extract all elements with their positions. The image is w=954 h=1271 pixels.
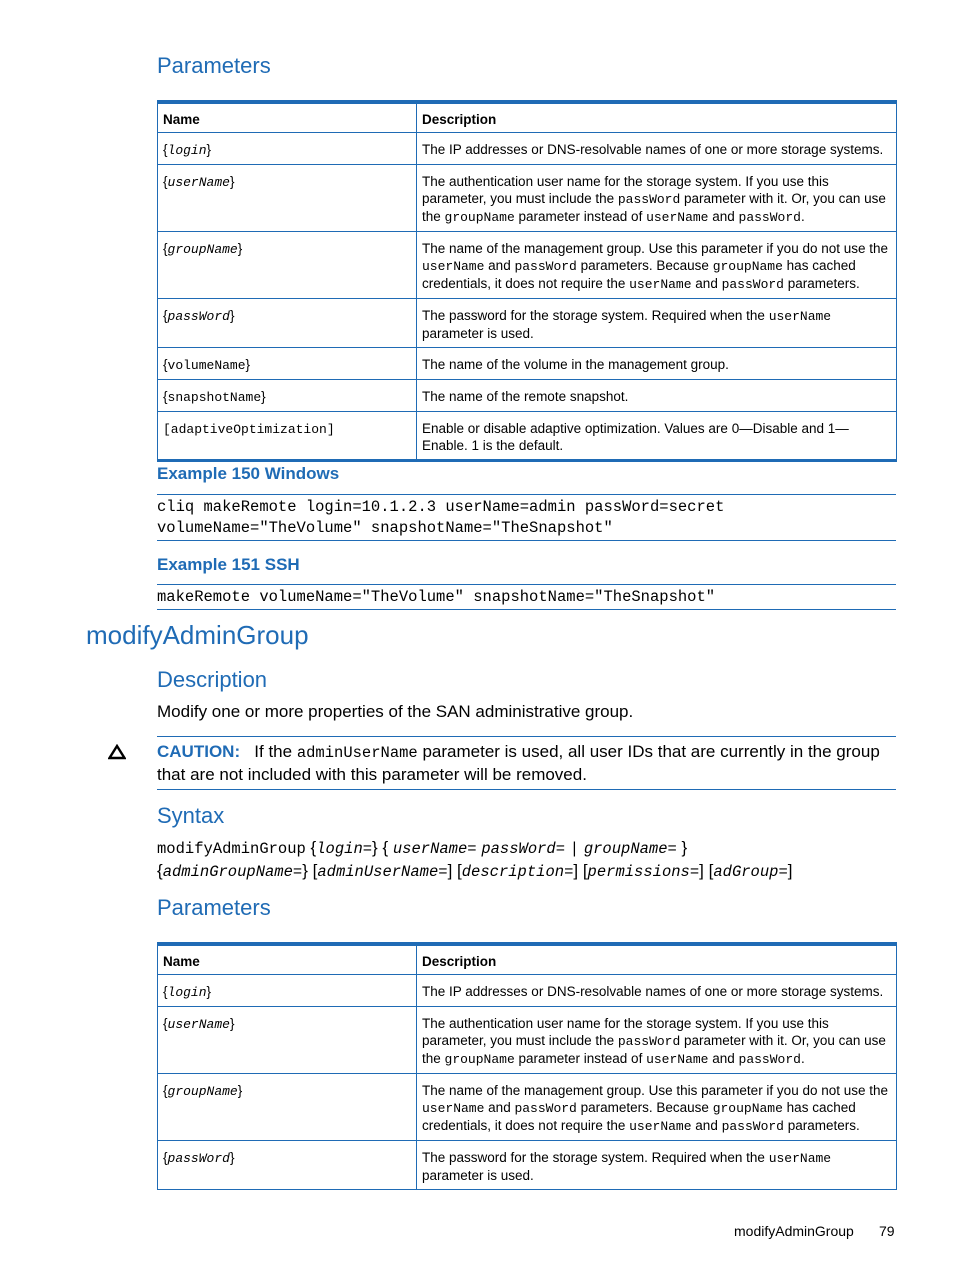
param-description: The authentication user name for the storage system. If you use this parameter, you must include the passWord parameter with it. Or, you can use the groupName parameter instead of userName and passWord. bbox=[417, 1007, 897, 1074]
table-row bbox=[158, 165, 897, 232]
param-description: The IP addresses or DNS-resolvable names of one or more storage systems. bbox=[417, 975, 897, 1007]
table-row bbox=[158, 133, 897, 165]
caution-text: If the adminUserName parameter is used, all user IDs that are currently in the group that are not included with this parameter will be removed. bbox=[157, 742, 880, 784]
table-header-row bbox=[158, 102, 897, 133]
code-line: makeRemote volumeName="TheVolume" snapshotName="TheSnapshot" bbox=[157, 588, 716, 606]
example-151-code bbox=[157, 584, 896, 610]
table-row bbox=[158, 1141, 897, 1190]
caution-triangle-icon bbox=[108, 744, 126, 760]
param-name: {userName} bbox=[158, 1007, 417, 1074]
param-name: {volumeName} bbox=[158, 348, 417, 380]
syntax-line: {adminGroupName=} [adminUserName=] [description=] [permissions=] [adGroup=] bbox=[157, 861, 793, 881]
example-150-label: Example 150 Windows bbox=[157, 464, 340, 483]
command-title: modifyAdminGroup bbox=[86, 620, 309, 650]
page-number: 79 bbox=[879, 1223, 895, 1239]
param-name: {passWord} bbox=[158, 299, 417, 348]
table-row bbox=[158, 1074, 897, 1141]
code-line: cliq makeRemote login=10.1.2.3 userName=admin passWord=secret bbox=[157, 498, 725, 516]
caution-box bbox=[157, 736, 896, 790]
table-row bbox=[158, 380, 897, 412]
description-column-header: Description bbox=[417, 944, 897, 975]
param-description: The authentication user name for the storage system. If you use this parameter, you must include the passWord parameter with it. Or, you can use the groupName parameter instead of userName and passWord. bbox=[417, 165, 897, 232]
caution-label: CAUTION: bbox=[157, 742, 241, 761]
param-name: {snapshotName} bbox=[158, 380, 417, 412]
table-row bbox=[158, 975, 897, 1007]
parameters-heading-2: Parameters bbox=[157, 895, 271, 920]
param-description: The name of the management group. Use this parameter if you do not use the userName and passWord parameters. Because groupName has cached credentials, it does not require the userName and passWord parameters. bbox=[417, 232, 897, 299]
syntax-line: modifyAdminGroup {login=} { userName= passWord= | groupName= } bbox=[157, 838, 688, 858]
parameters-table-2 bbox=[157, 942, 897, 1190]
description-column-header: Description bbox=[417, 102, 897, 133]
table-row bbox=[158, 1007, 897, 1074]
footer-title: modifyAdminGroup bbox=[734, 1223, 854, 1239]
param-name: {login} bbox=[158, 133, 417, 165]
param-name: {userName} bbox=[158, 165, 417, 232]
param-description: The name of the management group. Use this parameter if you do not use the userName and passWord parameters. Because groupName has cached credentials, it does not require the userName and passWord parameters. bbox=[417, 1074, 897, 1141]
param-name: [adaptiveOptimization] bbox=[158, 412, 417, 461]
param-description: The password for the storage system. Required when the userName parameter is used. bbox=[417, 299, 897, 348]
param-name: {passWord} bbox=[158, 1141, 417, 1190]
code-line: volumeName="TheVolume" snapshotName="TheSnapshot" bbox=[157, 519, 613, 537]
param-description: Enable or disable adaptive optimization. Values are 0—Disable and 1—Enable. 1 is the default. bbox=[417, 412, 897, 461]
syntax-heading: Syntax bbox=[157, 803, 225, 828]
parameters-table bbox=[157, 100, 897, 462]
param-description: The name of the volume in the management group. bbox=[417, 348, 897, 380]
example-150-code bbox=[157, 494, 896, 541]
param-name: {groupName} bbox=[158, 232, 417, 299]
param-description: The name of the remote snapshot. bbox=[417, 380, 897, 412]
table-header-row bbox=[158, 944, 897, 975]
param-description: The password for the storage system. Required when the userName parameter is used. bbox=[417, 1141, 897, 1190]
example-151-label: Example 151 SSH bbox=[157, 555, 300, 574]
name-column-header: Name bbox=[158, 102, 417, 133]
table-row bbox=[158, 348, 897, 380]
name-column-header: Name bbox=[158, 944, 417, 975]
description-heading: Description bbox=[157, 667, 268, 692]
table-row bbox=[158, 232, 897, 299]
param-name: {login} bbox=[158, 975, 417, 1007]
description-text: Modify one or more properties of the SAN administrative group. bbox=[157, 702, 634, 721]
param-name: {groupName} bbox=[158, 1074, 417, 1141]
syntax-block bbox=[157, 837, 896, 883]
param-description: The IP addresses or DNS-resolvable names of one or more storage systems. bbox=[417, 133, 897, 165]
table-row bbox=[158, 412, 897, 461]
parameters-heading: Parameters bbox=[157, 53, 271, 78]
table-row bbox=[158, 299, 897, 348]
